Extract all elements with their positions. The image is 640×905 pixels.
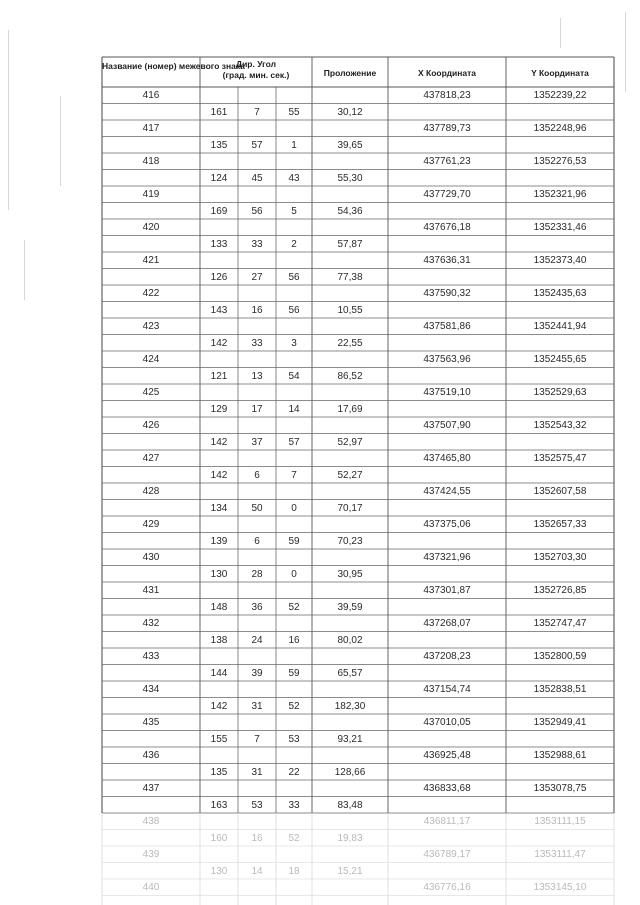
header-x: X Координата (418, 68, 476, 78)
segment-distance: 80,02 (337, 634, 363, 646)
point-x-coordinate: 437636,31 (423, 255, 471, 266)
segment-degrees: 130 (210, 865, 228, 877)
point-x-coordinate: 437507,90 (423, 420, 471, 431)
segment-minutes: 28 (251, 568, 263, 580)
segment-minutes: 56 (251, 205, 263, 217)
segment-minutes: 13 (251, 370, 263, 382)
segment-seconds: 18 (288, 865, 300, 877)
point-y-coordinate: 1352726,85 (533, 585, 587, 596)
segment-distance: 57,87 (337, 238, 363, 250)
segment-degrees: 143 (210, 304, 228, 316)
point-x-coordinate: 437424,55 (423, 486, 471, 497)
segment-degrees: 130 (210, 568, 228, 580)
segment-degrees: 142 (210, 337, 228, 349)
point-y-coordinate: 1352657,33 (533, 519, 587, 530)
segment-seconds: 33 (288, 799, 300, 811)
point-name: 427 (142, 453, 160, 464)
segment-degrees: 121 (210, 370, 228, 382)
scan-noise (60, 96, 61, 186)
point-x-coordinate: 437729,70 (423, 189, 471, 200)
segment-minutes: 31 (251, 766, 263, 778)
segment-degrees: 160 (210, 832, 228, 844)
segment-seconds: 57 (288, 436, 300, 448)
point-x-coordinate: 436789,17 (423, 849, 471, 860)
point-x-coordinate: 437465,80 (423, 453, 471, 464)
point-y-coordinate: 1353078,75 (533, 783, 587, 794)
point-y-coordinate: 1352441,94 (533, 321, 587, 332)
segment-minutes: 36 (251, 601, 263, 613)
point-name: 418 (142, 156, 160, 167)
point-name: 422 (142, 288, 160, 299)
segment-degrees: 161 (210, 106, 228, 118)
point-name: 438 (142, 816, 160, 827)
point-x-coordinate: 436811,17 (423, 816, 471, 827)
point-x-coordinate: 437563,96 (423, 354, 471, 365)
segment-degrees: 148 (210, 601, 228, 613)
segment-minutes: 17 (251, 403, 263, 415)
point-name: 424 (142, 354, 160, 365)
point-x-coordinate: 437789,73 (423, 123, 471, 134)
point-y-coordinate: 1352529,63 (533, 387, 587, 398)
segment-minutes: 45 (251, 172, 263, 184)
point-x-coordinate: 436925,48 (423, 750, 471, 761)
segment-distance: 30,95 (337, 568, 363, 580)
point-x-coordinate: 437375,06 (423, 519, 471, 530)
segment-degrees: 124 (210, 172, 228, 184)
point-y-coordinate: 1352543,32 (533, 420, 587, 431)
point-x-coordinate: 437818,23 (423, 90, 471, 101)
point-x-coordinate: 437208,23 (423, 651, 471, 662)
point-y-coordinate: 1352703,30 (533, 552, 587, 563)
point-y-coordinate: 1352949,41 (533, 717, 587, 728)
point-name: 436 (142, 750, 160, 761)
point-x-coordinate: 437010,05 (423, 717, 471, 728)
segment-minutes: 57 (251, 139, 263, 151)
segment-degrees: 129 (210, 403, 228, 415)
segment-distance: 86,52 (337, 370, 363, 382)
point-name: 432 (142, 618, 160, 629)
segment-degrees: 163 (210, 799, 228, 811)
coordinate-table (102, 57, 614, 905)
segment-distance: 19,83 (337, 832, 363, 844)
segment-seconds: 0 (291, 502, 297, 514)
header-name: Название (номер) межевого знака (102, 61, 245, 71)
scan-noise (24, 240, 25, 300)
point-name: 428 (142, 486, 160, 497)
point-y-coordinate: 1352838,51 (533, 684, 587, 695)
segment-degrees: 155 (210, 733, 228, 745)
segment-distance: 10,55 (337, 304, 363, 316)
point-x-coordinate: 437268,07 (423, 618, 471, 629)
point-x-coordinate: 437761,23 (423, 156, 471, 167)
segment-degrees: 142 (210, 436, 228, 448)
point-name: 430 (142, 552, 160, 563)
point-x-coordinate: 436833,68 (423, 783, 471, 794)
point-name: 417 (142, 123, 160, 134)
point-x-coordinate: 436776,16 (423, 882, 471, 893)
point-name: 425 (142, 387, 160, 398)
segment-minutes: 16 (251, 832, 263, 844)
segment-seconds: 53 (288, 733, 300, 745)
point-y-coordinate: 1353145,10 (533, 882, 587, 893)
segment-seconds: 52 (288, 832, 300, 844)
segment-seconds: 22 (288, 766, 300, 778)
segment-minutes: 27 (251, 271, 263, 283)
segment-seconds: 1 (291, 139, 297, 151)
segment-seconds: 56 (288, 304, 300, 316)
segment-minutes: 33 (251, 238, 263, 250)
segment-seconds: 0 (291, 568, 297, 580)
segment-distance: 22,55 (337, 337, 363, 349)
segment-seconds: 54 (288, 370, 300, 382)
segment-seconds: 52 (288, 601, 300, 613)
point-y-coordinate: 1352747,47 (533, 618, 587, 629)
segment-seconds: 52 (288, 700, 300, 712)
point-name: 426 (142, 420, 160, 431)
point-x-coordinate: 437301,87 (423, 585, 471, 596)
segment-distance: 39,65 (337, 139, 363, 151)
point-name: 429 (142, 519, 160, 530)
segment-minutes: 53 (251, 799, 263, 811)
segment-seconds: 55 (288, 106, 300, 118)
segment-seconds: 56 (288, 271, 300, 283)
segment-seconds: 43 (288, 172, 300, 184)
point-y-coordinate: 1352239,22 (533, 90, 587, 101)
header-y: Y Координата (531, 68, 589, 78)
segment-distance: 15,21 (337, 865, 363, 877)
segment-degrees: 144 (210, 667, 228, 679)
point-name: 434 (142, 684, 160, 695)
segment-minutes: 24 (251, 634, 263, 646)
header-distance: Проложение (323, 68, 377, 78)
segment-minutes: 6 (254, 535, 260, 547)
point-x-coordinate: 437519,10 (423, 387, 471, 398)
segment-seconds: 2 (291, 238, 297, 250)
point-y-coordinate: 1352988,61 (533, 750, 587, 761)
segment-seconds: 3 (291, 337, 297, 349)
segment-minutes: 16 (251, 304, 263, 316)
point-name: 435 (142, 717, 160, 728)
segment-seconds: 14 (288, 403, 300, 415)
header-angle-title: Дир. Угол (236, 59, 276, 69)
segment-minutes: 6 (254, 469, 260, 481)
point-name: 423 (142, 321, 160, 332)
segment-distance: 70,17 (337, 502, 363, 514)
segment-degrees: 135 (210, 139, 228, 151)
segment-degrees: 138 (210, 634, 228, 646)
segment-seconds: 59 (288, 535, 300, 547)
point-y-coordinate: 1353111,15 (534, 816, 586, 827)
point-name: 420 (142, 222, 160, 233)
point-x-coordinate: 437581,86 (423, 321, 471, 332)
segment-minutes: 31 (251, 700, 263, 712)
segment-seconds: 16 (288, 634, 300, 646)
segment-degrees: 126 (210, 271, 228, 283)
point-y-coordinate: 1352435,63 (533, 288, 587, 299)
segment-distance: 77,38 (337, 271, 363, 283)
scan-noise (625, 12, 626, 92)
segment-minutes: 7 (254, 106, 260, 118)
point-name: 431 (142, 585, 160, 596)
point-name: 419 (142, 189, 160, 200)
point-x-coordinate: 437590,32 (423, 288, 471, 299)
segment-minutes: 7 (254, 733, 260, 745)
segment-degrees: 142 (210, 469, 228, 481)
point-y-coordinate: 1352800,59 (533, 651, 587, 662)
point-name: 437 (142, 783, 160, 794)
point-name: 439 (142, 849, 160, 860)
segment-distance: 39,59 (337, 601, 363, 613)
point-y-coordinate: 1352455,65 (533, 354, 587, 365)
point-y-coordinate: 1352331,46 (533, 222, 587, 233)
point-name: 421 (142, 255, 160, 266)
segment-distance: 65,57 (337, 667, 363, 679)
segment-distance: 17,69 (337, 403, 363, 415)
point-x-coordinate: 437676,18 (423, 222, 471, 233)
point-x-coordinate: 437154,74 (423, 684, 471, 695)
segment-distance: 128,66 (334, 766, 366, 778)
scan-noise (560, 18, 561, 48)
point-name: 416 (142, 90, 160, 101)
segment-distance: 83,48 (337, 799, 363, 811)
segment-minutes: 33 (251, 337, 263, 349)
segment-seconds: 5 (291, 205, 297, 217)
point-x-coordinate: 437321,96 (423, 552, 471, 563)
point-y-coordinate: 1353111,47 (534, 849, 586, 860)
segment-degrees: 135 (210, 766, 228, 778)
point-y-coordinate: 1352248,96 (533, 123, 587, 134)
segment-distance: 30,12 (337, 106, 363, 118)
point-name: 440 (142, 882, 160, 893)
segment-distance: 52,27 (337, 469, 363, 481)
segment-minutes: 39 (251, 667, 263, 679)
segment-degrees: 169 (210, 205, 228, 217)
point-name: 433 (142, 651, 160, 662)
segment-degrees: 133 (210, 238, 228, 250)
segment-distance: 70,23 (337, 535, 363, 547)
segment-distance: 182,30 (334, 700, 366, 712)
segment-minutes: 37 (251, 436, 263, 448)
segment-distance: 52,97 (337, 436, 363, 448)
scan-noise (8, 30, 9, 210)
point-y-coordinate: 1352321,96 (533, 189, 587, 200)
point-y-coordinate: 1352607,58 (533, 486, 587, 497)
point-y-coordinate: 1352373,40 (533, 255, 587, 266)
segment-distance: 93,21 (337, 733, 363, 745)
point-y-coordinate: 1352276,53 (533, 156, 587, 167)
segment-minutes: 14 (251, 865, 263, 877)
segment-degrees: 134 (210, 502, 228, 514)
header-angle-sub: (град. мин. сек.) (222, 70, 290, 80)
segment-distance: 54,36 (337, 205, 363, 217)
point-y-coordinate: 1352575,47 (533, 453, 587, 464)
segment-degrees: 139 (210, 535, 228, 547)
segment-seconds: 7 (291, 469, 297, 481)
segment-distance: 55,30 (337, 172, 363, 184)
segment-seconds: 59 (288, 667, 300, 679)
segment-degrees: 142 (210, 700, 228, 712)
segment-minutes: 50 (251, 502, 263, 514)
